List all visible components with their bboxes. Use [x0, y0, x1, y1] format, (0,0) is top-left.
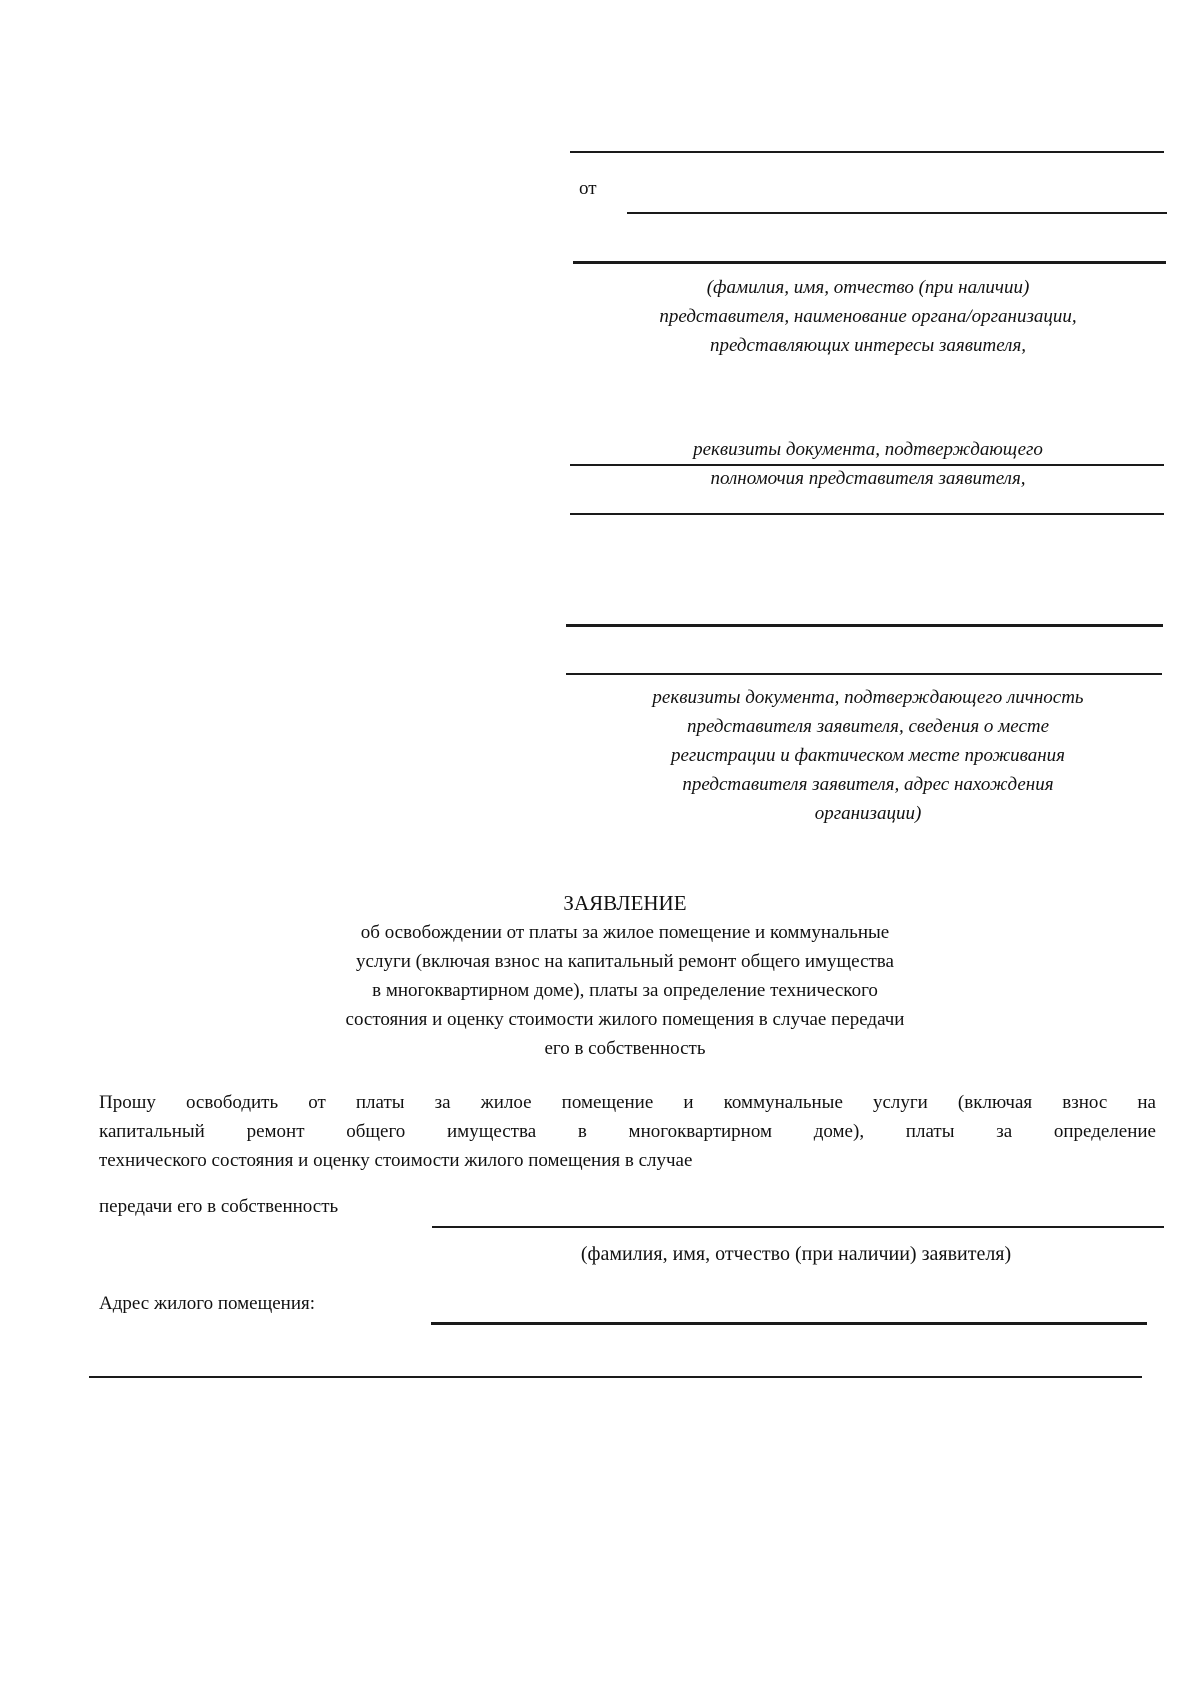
- caption-line: регистрации и фактическом месте проживания: [670, 745, 1066, 766]
- document-subtitle: [0, 918, 1200, 1063]
- address-label: Адрес жилого помещения:: [99, 1293, 316, 1314]
- caption-line: реквизиты документа, подтверждающего: [693, 439, 1043, 460]
- identity-line-1[interactable]: [566, 624, 1163, 627]
- authority-line-1[interactable]: [570, 464, 1164, 466]
- authority-line-2[interactable]: [570, 513, 1164, 515]
- caption-line: представителя заявителя, адрес нахождения: [682, 774, 1054, 795]
- from-label: от: [579, 178, 597, 199]
- document-title: ЗАЯВЛЕНИЕ: [563, 891, 687, 915]
- subtitle-line: услуги (включая взнос на капитальный ремонт общего имущества: [356, 951, 894, 972]
- address-line-1[interactable]: [431, 1322, 1147, 1325]
- request-line: Прошу освободить от платы за жилое помещение и коммунальные услуги (включая взнос на: [99, 1092, 1156, 1113]
- identity-line-2[interactable]: [566, 673, 1162, 675]
- request-line: технического состояния и оценку стоимости жилого помещения в случае: [99, 1150, 693, 1171]
- address-line-2[interactable]: [89, 1376, 1142, 1378]
- caption-line: представляющих интересы заявителя,: [709, 335, 1027, 356]
- request-paragraph: [99, 1088, 1156, 1175]
- representative-caption: [578, 273, 1158, 360]
- caption-line: организации): [814, 803, 922, 824]
- representative-name-line[interactable]: [573, 261, 1166, 264]
- caption-line: полномочия представителя заявителя,: [710, 468, 1026, 489]
- subtitle-line: его в собственность: [544, 1038, 706, 1059]
- caption-line: (фамилия, имя, отчество (при наличии): [706, 277, 1030, 298]
- from-line[interactable]: [627, 212, 1167, 214]
- request-line: капитальный ремонт общего имущества в многоквартирном доме), платы за определение: [99, 1121, 1156, 1142]
- caption-line: представителя, наименование органа/организации,: [659, 306, 1077, 327]
- subtitle-line: состояния и оценку стоимости жилого помещения в случае передачи: [345, 1009, 905, 1030]
- subtitle-line: об освобождении от платы за жилое помещение и коммунальные: [360, 922, 890, 943]
- identity-caption: [578, 683, 1158, 828]
- transfer-label: передачи его в собственность: [99, 1196, 339, 1217]
- caption-line: представителя заявителя, сведения о месте: [686, 716, 1050, 737]
- applicant-caption: (фамилия, имя, отчество (при наличии) заявителя): [580, 1243, 1012, 1265]
- caption-line: реквизиты документа, подтверждающего личность: [652, 687, 1084, 708]
- subtitle-line: в многоквартирном доме), платы за определение технического: [372, 980, 878, 1001]
- applicant-name-line[interactable]: [432, 1226, 1164, 1228]
- recipient-line[interactable]: [570, 151, 1164, 153]
